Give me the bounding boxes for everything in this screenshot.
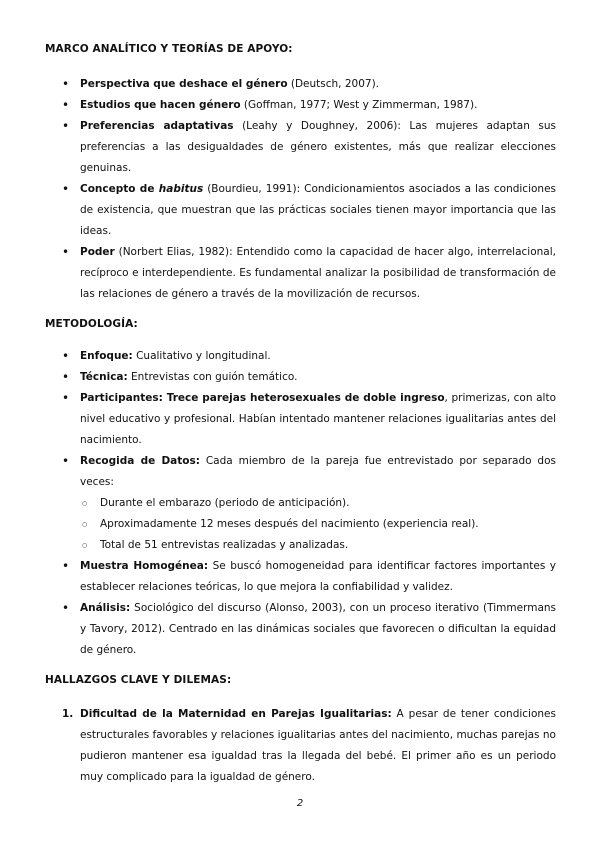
metodologia-list: [62, 346, 556, 661]
marco-list: [62, 74, 556, 305]
item-text: (Bourdieu, 1991): Condicionamientos asociados a las condiciones de existencia, que muestran que las prácticas sociales tienen mayor importancia que las ideas.: [80, 183, 557, 237]
item-text: (Leahy y Doughney, 2006): Las mujeres adaptan sus preferencias a las desigualdades de género existentes, más que realizar elecciones genuinas.: [80, 120, 556, 174]
metodologia-heading: METODOLOGÍA:: [45, 318, 138, 330]
item-text: (Deutsch, 2007).: [287, 78, 380, 90]
item-text: Sociológico del discurso (Alonso, 2003), con un proceso iterativo (Timmermans y Tavory, 2012). Centrado en las dinámicas sociales que favorecen o dificultan la equidad de género.: [80, 602, 556, 656]
item-text: , primerizas, con alto nivel educativo y profesional. Habían intentado mantener relaciones igualitarias antes del nacimiento.: [80, 392, 557, 446]
list-item: [62, 74, 556, 95]
item-term: Recogida de Datos:: [80, 455, 200, 467]
list-item: [62, 346, 556, 367]
item-number: 1.: [62, 708, 74, 720]
list-item: [62, 451, 556, 556]
sub-list: [80, 493, 556, 556]
item-term: Participantes: Trece parejas heterosexuales de doble ingreso: [80, 392, 445, 404]
item-text: (Goffman, 1977; West y Zimmerman, 1987).: [240, 99, 478, 111]
list-item: [62, 367, 556, 388]
item-term: Concepto de: [80, 183, 159, 195]
item-term: Muestra Homogénea:: [80, 560, 209, 572]
item-text: Cualitativo y longitudinal.: [132, 350, 271, 362]
list-item: [62, 95, 556, 116]
item-term: Poder: [80, 246, 115, 258]
item-term: Análisis:: [80, 602, 131, 614]
item-term: Enfoque:: [80, 350, 133, 362]
hallazgos-heading: HALLAZGOS CLAVE Y DILEMAS:: [45, 674, 232, 686]
list-item: [62, 704, 556, 788]
item-term: Técnica:: [80, 371, 128, 383]
list-item: [62, 179, 556, 242]
list-item: [62, 388, 556, 451]
item-text: (Norbert Elias, 1982): Entendido como la capacidad de hacer algo, interrelacional, recíproco e interdependiente. Es fundamental analizar la posibilidad de transformación de las relaciones de género a través de la movilización de recursos.: [80, 246, 556, 300]
item-term: Estudios que hacen género: [80, 99, 241, 111]
item-term: Dificultad de la Maternidad en Parejas Igualitarias:: [80, 708, 392, 720]
item-text: Se buscó homogeneidad para identificar factores importantes y establecer relaciones teóricas, lo que mejora la confiabilidad y validez.: [80, 560, 556, 593]
item-text: A pesar de tener condiciones estructurales favorables y relaciones igualitarias antes del nacimiento, muchas parejas no pudieron mantener esa igualdad tras la llegada del bebé. El primer año es un periodo muy complicado para la igualdad de género.: [80, 708, 556, 783]
sub-list-item: ○ Aproximadamente 12 meses después del nacimiento (experiencia real).: [62, 514, 556, 535]
item-text: Entrevistas con guión temático.: [127, 371, 298, 383]
sub-list-item: ○ Total de 51 entrevistas realizadas y analizadas.: [62, 535, 556, 556]
sub-list-item: ○ Durante el embarazo (periodo de anticipación).: [62, 493, 556, 514]
hallazgos-list: [62, 704, 556, 788]
list-item: [62, 116, 556, 179]
marco-heading: MARCO ANALÍTICO Y TEORÍAS DE APOYO:: [45, 43, 293, 55]
page-number: 2: [296, 798, 304, 809]
item-term-italic: habitus: [158, 183, 204, 195]
item-text: Cada miembro de la pareja fue entrevistado por separado dos veces:: [80, 455, 556, 488]
item-term: Preferencias adaptativas: [80, 120, 234, 132]
item-term: Perspectiva que deshace el género: [80, 78, 288, 90]
list-item: [62, 598, 556, 661]
list-item: [62, 242, 556, 305]
list-item: [62, 556, 556, 598]
